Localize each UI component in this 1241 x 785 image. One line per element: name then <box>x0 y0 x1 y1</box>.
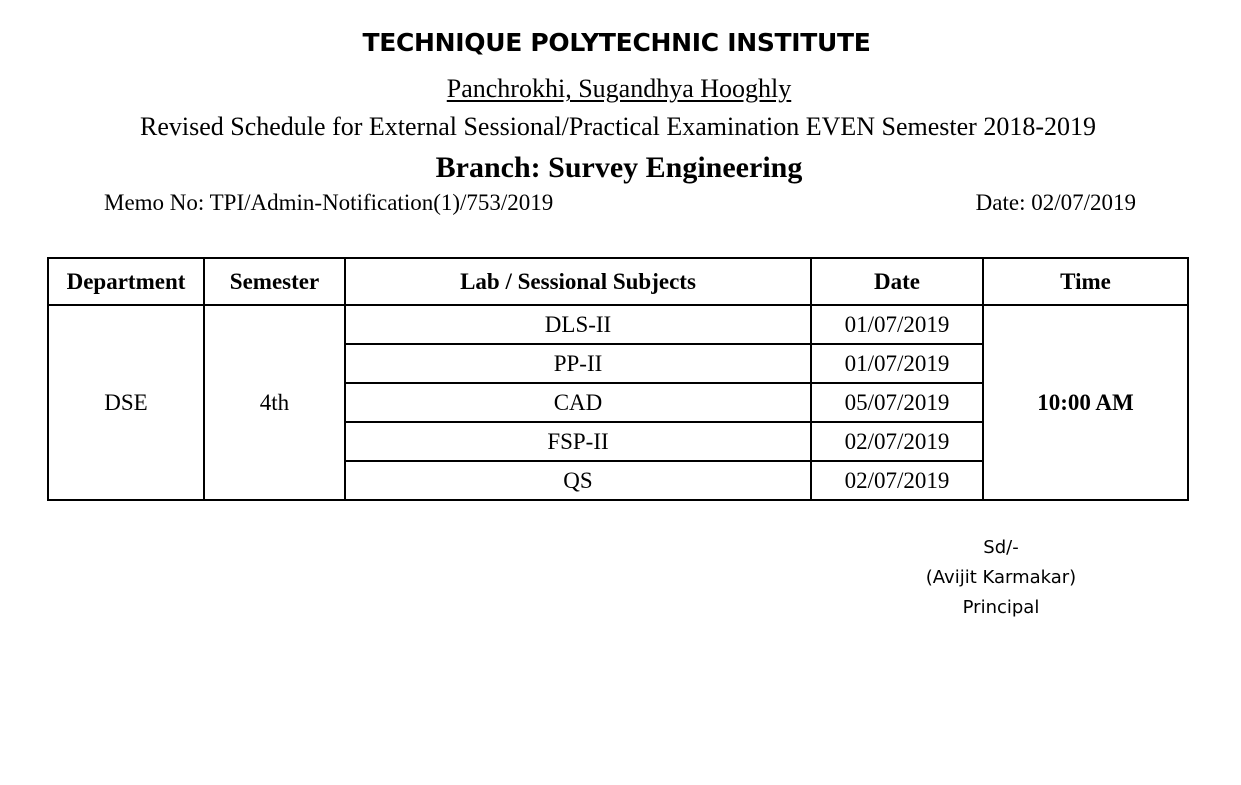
date-cell: 05/07/2019 <box>811 383 983 422</box>
column-header-semester: Semester <box>204 258 345 305</box>
signature-block <box>900 533 1102 623</box>
date-cell: 02/07/2019 <box>811 422 983 461</box>
signatory-designation: Principal <box>962 597 1040 618</box>
signature-sd: Sd/- <box>983 537 1019 558</box>
schedule-table <box>47 257 1189 501</box>
date-cell: 01/07/2019 <box>811 305 983 344</box>
address-text: Panchrokhi, Sugandhya Hooghly <box>446 74 792 103</box>
subject-cell: FSP-II <box>345 422 811 461</box>
department-cell: DSE <box>48 305 204 500</box>
table-header-row <box>48 258 1188 305</box>
memo-number: Memo No: TPI/Admin-Notification(1)/753/2019 <box>104 190 554 215</box>
time-cell: 10:00 AM <box>983 305 1188 500</box>
column-header-date: Date <box>811 258 983 305</box>
schedule-title: Revised Schedule for External Sessional/Practical Examination EVEN Semester 2018-2019 <box>140 112 1096 141</box>
institute-address <box>0 74 1238 104</box>
branch-title: Branch: Survey Engineering <box>435 151 803 184</box>
signatory-name: (Avijit Karmakar) <box>925 567 1077 588</box>
institute-name: TECHNIQUE POLYTECHNIC INSTITUTE <box>362 28 871 57</box>
date-cell: 01/07/2019 <box>811 344 983 383</box>
subject-cell: CAD <box>345 383 811 422</box>
date-cell: 02/07/2019 <box>811 461 983 500</box>
column-header-time: Time <box>983 258 1188 305</box>
subject-cell: QS <box>345 461 811 500</box>
subject-cell: DLS-II <box>345 305 811 344</box>
subject-cell: PP-II <box>345 344 811 383</box>
semester-cell: 4th <box>204 305 345 500</box>
memo-date: Date: 02/07/2019 <box>975 190 1136 215</box>
column-header-subjects: Lab / Sessional Subjects <box>345 258 811 305</box>
table-row <box>48 305 1188 344</box>
column-header-department: Department <box>48 258 204 305</box>
